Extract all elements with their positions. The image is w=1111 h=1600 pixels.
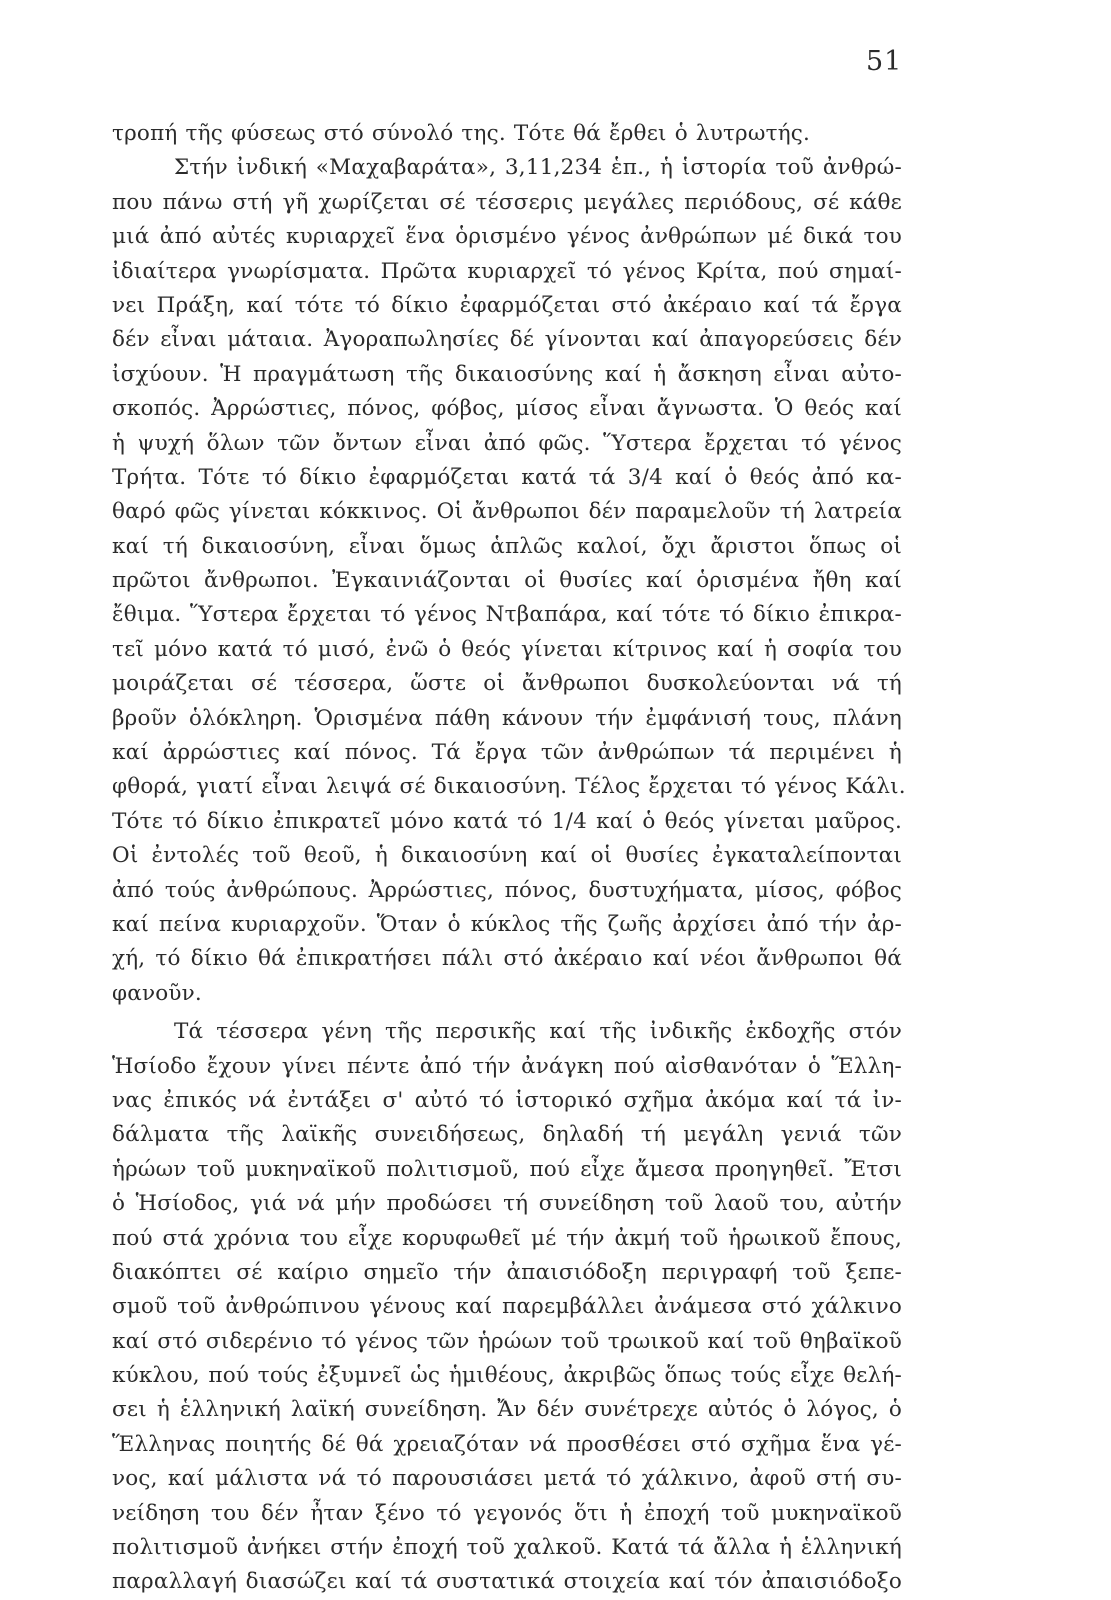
text-line: νας ἐπικός νά ἐντάξει σ' αὐτό τό ἱστορικό σχῆμα ἀκόμα καί τά ἰν- bbox=[112, 1087, 902, 1113]
text-line: ἀπό τούς ἀνθρώπους. Ἀρρώστιες, πόνος, δυστυχήματα, μίσος, φόβος bbox=[112, 877, 902, 903]
text-line: ἰδιαίτερα γνωρίσματα. Πρῶτα κυριαρχεῖ τό γένος Κρίτα, πού σημαί- bbox=[112, 258, 902, 284]
text-line: Στήν ἰνδική «Μαχαβαράτα», 3,11,234 ἑπ., ἡ ἱστορία τοῦ ἀνθρώ- bbox=[174, 155, 902, 181]
text-line: σμοῦ τοῦ ἀνθρώπινου γένους καί παρεμβάλλει ἀνάμεσα στό χάλκινο bbox=[112, 1294, 902, 1320]
text-line: μοιράζεται σέ τέσσερα, ὥστε οἱ ἄνθρωποι δυσκολεύονται νά τή bbox=[112, 671, 902, 697]
text-line: δέν εἶναι μάταια. Ἀγοραπωλησίες δέ γίνονται καί ἀπαγορεύσεις δέν bbox=[112, 327, 902, 353]
page-number: 51 bbox=[866, 46, 903, 77]
text-line: που πάνω στή γῆ χωρίζεται σέ τέσσερις μεγάλες περιόδους, σέ κάθε bbox=[112, 189, 902, 215]
text-line: ἡ ψυχή ὅλων τῶν ὄντων εἶναι ἀπό φῶς. Ὕστερα ἔρχεται τό γένος bbox=[112, 430, 902, 456]
text-line: Οἱ ἐντολές τοῦ θεοῦ, ἡ δικαιοσύνη καί οἱ θυσίες ἐγκαταλείπονται bbox=[112, 843, 902, 869]
text-line: Ἡσίοδο ἔχουν γίνει πέντε ἀπό τήν ἀνάγκη πού αἰσθανόταν ὁ Ἕλλη- bbox=[112, 1053, 902, 1079]
text-line: καί τή δικαιοσύνη, εἶναι ὅμως ἁπλῶς καλοί, ὄχι ἄριστοι ὅπως οἱ bbox=[112, 533, 902, 559]
text-line: πού στά χρόνια του εἶχε κορυφωθεῖ μέ τήν ἀκμή τοῦ ἡρωικοῦ ἔπους, bbox=[112, 1225, 902, 1251]
text-line: φανοῦν. bbox=[112, 980, 202, 1006]
text-line: παραλλαγή διασώζει καί τά συστατικά στοιχεία καί τόν ἀπαισιόδοξο bbox=[112, 1569, 902, 1595]
text-line: σκοπός. Ἀρρώστιες, πόνος, φόβος, μίσος εἶναι ἄγνωστα. Ὁ θεός καί bbox=[112, 396, 902, 422]
text-line: πολιτισμοῦ ἀνήκει στήν ἐποχή τοῦ χαλκοῦ. Κατά τά ἄλλα ἡ ἑλληνική bbox=[112, 1535, 902, 1561]
text-line: κύκλου, πού τούς ἐξυμνεῖ ὡς ἡμιθέους, ἀκριβῶς ὅπως τούς εἶχε θελή- bbox=[112, 1363, 902, 1389]
text-line: ἡρώων τοῦ μυκηναϊκοῦ πολιτισμοῦ, πού εἶχε ἄμεσα προηγηθεῖ. Ἔτσι bbox=[112, 1156, 902, 1182]
text-line: βροῦν ὁλόκληρη. Ὁρισμένα πάθη κάνουν τήν ἐμφάνισή τους, πλάνη bbox=[112, 705, 902, 731]
text-line: καί στό σιδερένιο τό γένος τῶν ἡρώων τοῦ τρωικοῦ καί τοῦ θηβαϊκοῦ bbox=[112, 1328, 902, 1354]
text-line: καί ἀρρώστιες καί πόνος. Τά ἔργα τῶν ἀνθρώπων τά περιμένει ἡ bbox=[112, 740, 902, 766]
text-line: νει Πράξη, καί τότε τό δίκιο ἐφαρμόζεται στό ἀκέραιο καί τά ἔργα bbox=[112, 292, 902, 318]
text-line: καί πείνα κυριαρχοῦν. Ὅταν ὁ κύκλος τῆς ζωῆς ἀρχίσει ἀπό τήν ἀρ- bbox=[112, 911, 902, 937]
text-line: σει ἡ ἑλληνική λαϊκή συνείδηση. Ἄν δέν συνέτρεχε αὐτός ὁ λόγος, ὁ bbox=[112, 1397, 902, 1423]
text-line: τροπή τῆς φύσεως στό σύνολό της. Τότε θά ἔρθει ὁ λυτρωτής. bbox=[112, 121, 811, 146]
body-text bbox=[112, 117, 906, 1600]
text-line: πρῶτοι ἄνθρωποι. Ἐγκαινιάζονται οἱ θυσίες καί ὁρισμένα ἤθη καί bbox=[112, 568, 902, 594]
text-line: Ἕλληνας ποιητής δέ θά χρειαζόταν νά προσθέσει στό σχῆμα ἕνα γέ- bbox=[112, 1431, 902, 1457]
text-line: ἰσχύουν. Ἡ πραγμάτωση τῆς δικαιοσύνης καί ἡ ἄσκηση εἶναι αὐτο- bbox=[112, 361, 902, 387]
text-line: νος, καί μάλιστα νά τό παρουσιάσει μετά τό χάλκινο, ἀφοῦ στή συ- bbox=[112, 1466, 902, 1492]
text-line: θαρό φῶς γίνεται κόκκινος. Οἱ ἄνθρωποι δέν παραμελοῦν τή λατρεία bbox=[112, 499, 902, 525]
text-line: δάλματα τῆς λαϊκῆς συνειδήσεως, δηλαδή τή μεγάλη γενιά τῶν bbox=[112, 1122, 902, 1148]
text-line: Τότε τό δίκιο ἐπικρατεῖ μόνο κατά τό 1/4 καί ὁ θεός γίνεται μαῦρος. bbox=[112, 808, 902, 834]
text-line: ἔθιμα. Ὕστερα ἔρχεται τό γένος Ντβαπάρα, καί τότε τό δίκιο ἐπικρα- bbox=[112, 602, 902, 628]
text-line: Τρήτα. Τότε τό δίκιο ἐφαρμόζεται κατά τά 3/4 καί ὁ θεός ἀπό κα- bbox=[112, 464, 902, 490]
text-line: ὁ Ἡσίοδος, γιά νά μήν προδώσει τή συνείδηση τοῦ λαοῦ του, αὐτήν bbox=[112, 1191, 902, 1217]
text-line: χή, τό δίκιο θά ἐπικρατήσει πάλι στό ἀκέραιο καί νέοι ἄνθρωποι θά bbox=[112, 946, 902, 972]
text-line: φθορά, γιατί εἶναι λειψά σέ δικαιοσύνη. Τέλος ἔρχεται τό γένος Κάλι. bbox=[112, 774, 906, 800]
text-line: μιά ἀπό αὐτές κυριαρχεῖ ἕνα ὁρισμένο γένος ἀνθρώπων μέ δικά του bbox=[112, 224, 902, 250]
text-line: τεῖ μόνο κατά τό μισό, ἐνῶ ὁ θεός γίνεται κίτρινος καί ἡ σοφία του bbox=[112, 636, 902, 662]
text-line: Τά τέσσερα γένη τῆς περσικῆς καί τῆς ἰνδικῆς ἐκδοχῆς στόν bbox=[174, 1019, 902, 1045]
text-line: διακόπτει σέ καίριο σημεῖο τήν ἀπαισιόδοξη περιγραφή τοῦ ξεπε- bbox=[112, 1259, 902, 1285]
text-line: νείδηση του δέν ἦταν ξένο τό γεγονός ὅτι ἡ ἐποχή τοῦ μυκηναϊκοῦ bbox=[112, 1500, 902, 1526]
